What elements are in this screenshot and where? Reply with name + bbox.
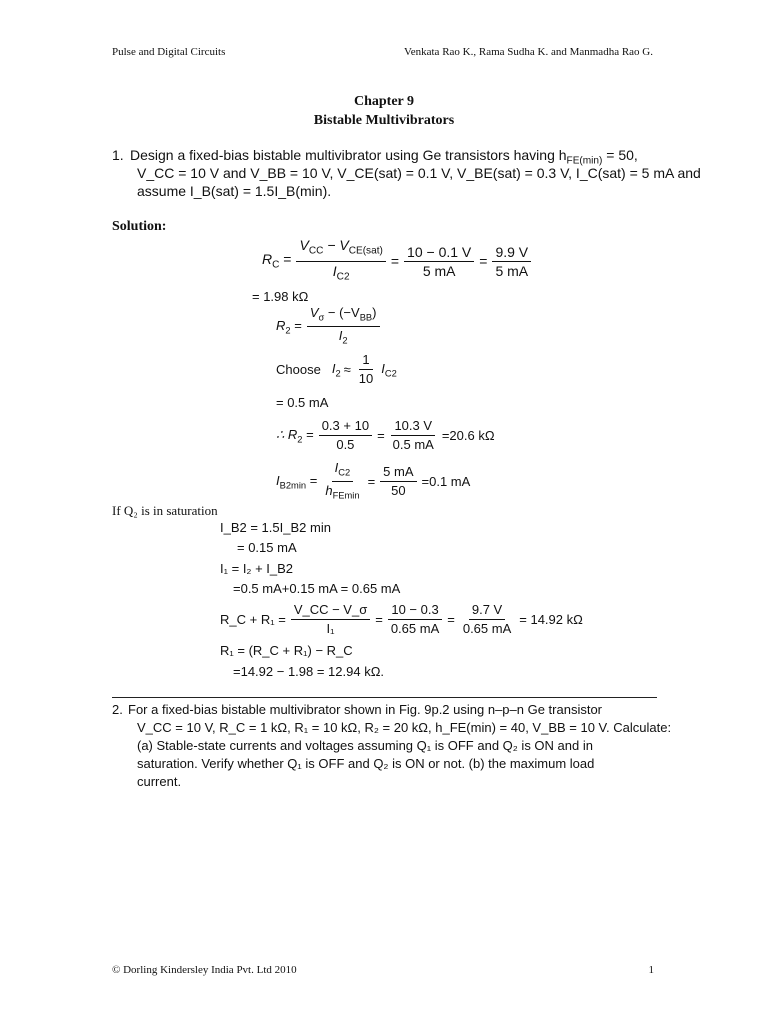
problem-1-line-3: assume I_B(sat) = 1.5I_B(min). <box>137 183 332 199</box>
ib2-line: I_B2 = 1.5I_B2 min <box>220 520 331 535</box>
problem-2-line-2: V_CC = 10 V, R_C = 1 kΩ, R₁ = 10 kΩ, R₂ = 20 kΩ, h_FE(min) = 40, V_BB = 10 V. Calculate: <box>137 720 672 735</box>
problem-2-line-3: (a) Stable-state currents and voltages assuming Q₁ is OFF and Q₂ is ON and in <box>137 738 593 753</box>
rc-plus-r1-equation: R_C + R₁ = $\frac{V\_CC - V\_\sigma}{\text{I₁}}$ = $\frac{10 - 0.3}{0.65 mA}$ = $\frac{9.7 V}{0.65 mA}$ = 14.92 kΩ <box>220 602 583 636</box>
problem-1-number: 1. <box>112 147 124 163</box>
problem-1-line-1: Design a fixed-bias bistable multivibrator using Ge transistors having $h_{FE(min)} = 50$, <box>130 147 638 167</box>
ib2-value: = 0.15 mA <box>237 540 297 555</box>
r2-calculation: ∴ $R_2$ = $\frac{0.3 + 10}{0.5}$ = $\frac{10.3 V}{0.5 mA}$ =20.6 kΩ <box>276 418 495 452</box>
problem-1-line-2: V_CC = 10 V and V_BB = 10 V, V_CE(sat) = 0.1 V, V_BE(sat) = 0.3 V, I_C(sat) = 5 mA and <box>137 165 701 181</box>
chapter-number: Chapter 9 <box>353 94 415 109</box>
r1-line: R₁ = (R_C + R₁) − R_C <box>220 643 353 658</box>
if-q2-saturation: If Q₂ is in saturation <box>112 503 218 518</box>
problem-2-line-5: current. <box>137 774 182 789</box>
problem-2-number: 2. <box>112 702 123 717</box>
ib2min-calculation: $I_{B2min}$ = $\frac{I_{C2}}{h_{FEmin}}$ = $\frac{5 mA}{50}$ =0.1 mA <box>276 460 471 501</box>
solution-heading: Solution: <box>112 219 167 234</box>
rc-value: = 1.98 kΩ <box>252 289 309 304</box>
problem-2-line-1: For a fixed-bias bistable multivibrator shown in Fig. 9p.2 using n–p–n Ge transistor <box>128 702 603 717</box>
rc-equation: $R_C$ = $\frac{V_{CC} - V_{CE(sat)}}{I_{C2}}$ = $\frac{10 - 0.1 V}{5 mA}$ = $\frac{9.9 V}{5 mA}$ <box>262 237 533 285</box>
i2-value: = 0.5 mA <box>276 395 329 410</box>
problem-2-line-4: saturation. Verify whether Q₁ is OFF and Q₂ is ON or not. (b) the maximum load <box>137 756 595 771</box>
i1-line: I₁ = I₂ + I_B2 <box>220 561 294 576</box>
running-header-title: Pulse and Digital Circuits <box>112 46 226 58</box>
i1-value: =0.5 mA+0.15 mA = 0.65 mA <box>233 581 401 596</box>
choose-i2: Choose $I_2$ ≈ $\frac{1}{10}$ $I_{C2}$ <box>276 352 397 386</box>
running-header-authors: Venkata Rao K., Rama Sudha K. and Manmadha Rao G. <box>404 46 653 58</box>
r2-equation: $R_2$ = $\frac{V_\sigma - (-V_{BB})}{I_2}$ <box>276 305 382 349</box>
r1-value: =14.92 − 1.98 = 12.94 kΩ. <box>233 664 385 679</box>
copyright-footer: © Dorling Kindersley India Pvt. Ltd 2010 <box>112 964 297 976</box>
chapter-title: Bistable Multivibrators <box>313 113 455 128</box>
section-divider <box>112 697 657 698</box>
page-number: 1 <box>648 964 654 976</box>
